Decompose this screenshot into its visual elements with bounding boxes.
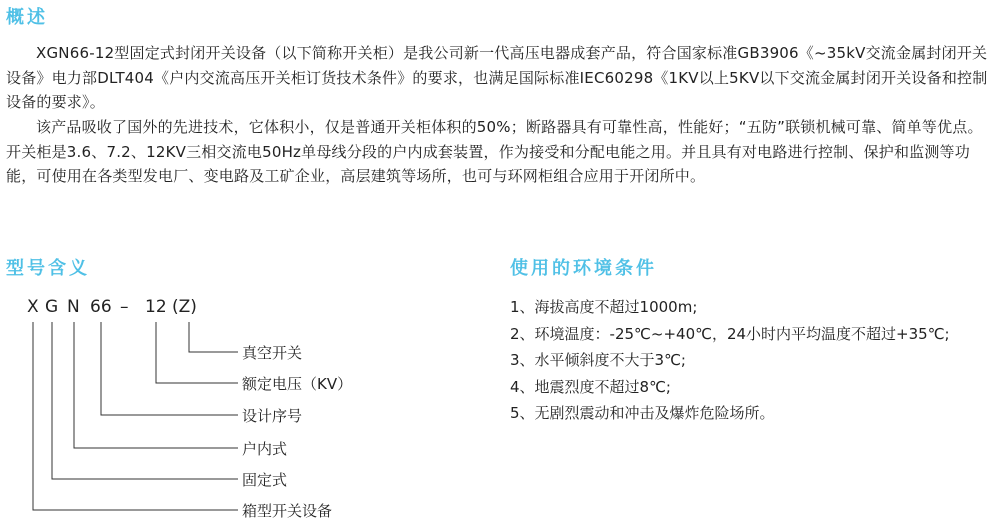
model-code-66: 66 [90,297,112,317]
overview-paragraph-1: XGN66-12型固定式封闭开关设备（以下简称开关柜）是我公司新一代高压电器成套产品，符合国家标准GB3906《~35kV交流金属封闭开关设备》电力部DLT404《户内交流高压开关柜订货技术条件》的要求，也满足国际标准IEC60298《1KV以上5KV以下交流金属封闭开关设备和控制设备的要求》。 [6,44,988,111]
overview-heading: 概述 [6,7,48,28]
connector-line-66 [101,322,238,415]
overview-paragraph-2: 该产品吸收了国外的先进技术，它体积小，仅是普通开关柜体积的50%；断路器具有可靠性高，性能好；“五防”联锁机械可靠、简单等优点。开关柜是3.6、7.2、12KV三相交流电50Hz单母线分段的户内成套装置，作为接受和分配电能之用。并且具有对电路进行控制、保护和监测等功能，可使用在各类型发电厂、变电路及工矿企业，高层建筑等场所，也可与环网柜组合应用于开闭所中。 [6,118,983,185]
legend-vacuum-switch: 真空开关 [242,344,303,362]
model-heading: 型号含义 [6,258,90,279]
model-code-x: X [27,297,39,317]
environment-item-2: 2、环境温度：-25℃~+40℃，24小时内平均温度不超过+35℃; [510,325,950,343]
model-code-z: (Z) [172,297,197,317]
legend-fixed: 固定式 [242,471,288,489]
connector-line-g [52,322,238,479]
legend-rated-voltage: 额定电压（KV） [242,375,353,393]
model-code-g: G [45,297,59,317]
environment-item-3: 3、水平倾斜度不大于3℃; [510,351,686,369]
connector-line-z [189,322,238,352]
model-code-n: N [67,297,80,317]
connector-line-x [33,322,238,510]
model-code-12: 12 [145,297,167,317]
legend-indoor: 户内式 [242,440,288,458]
model-code-dash: – [120,297,129,317]
environment-heading: 使用的环境条件 [510,258,657,279]
legend-box-switchgear: 箱型开关设备 [242,502,333,520]
environment-item-1: 1、海拔高度不超过1000m; [510,298,698,316]
legend-design-number: 设计序号 [242,407,303,425]
environment-item-4: 4、地震烈度不超过8℃; [510,378,671,396]
environment-item-5: 5、无剧烈震动和冲击及爆炸危险场所。 [510,404,775,422]
